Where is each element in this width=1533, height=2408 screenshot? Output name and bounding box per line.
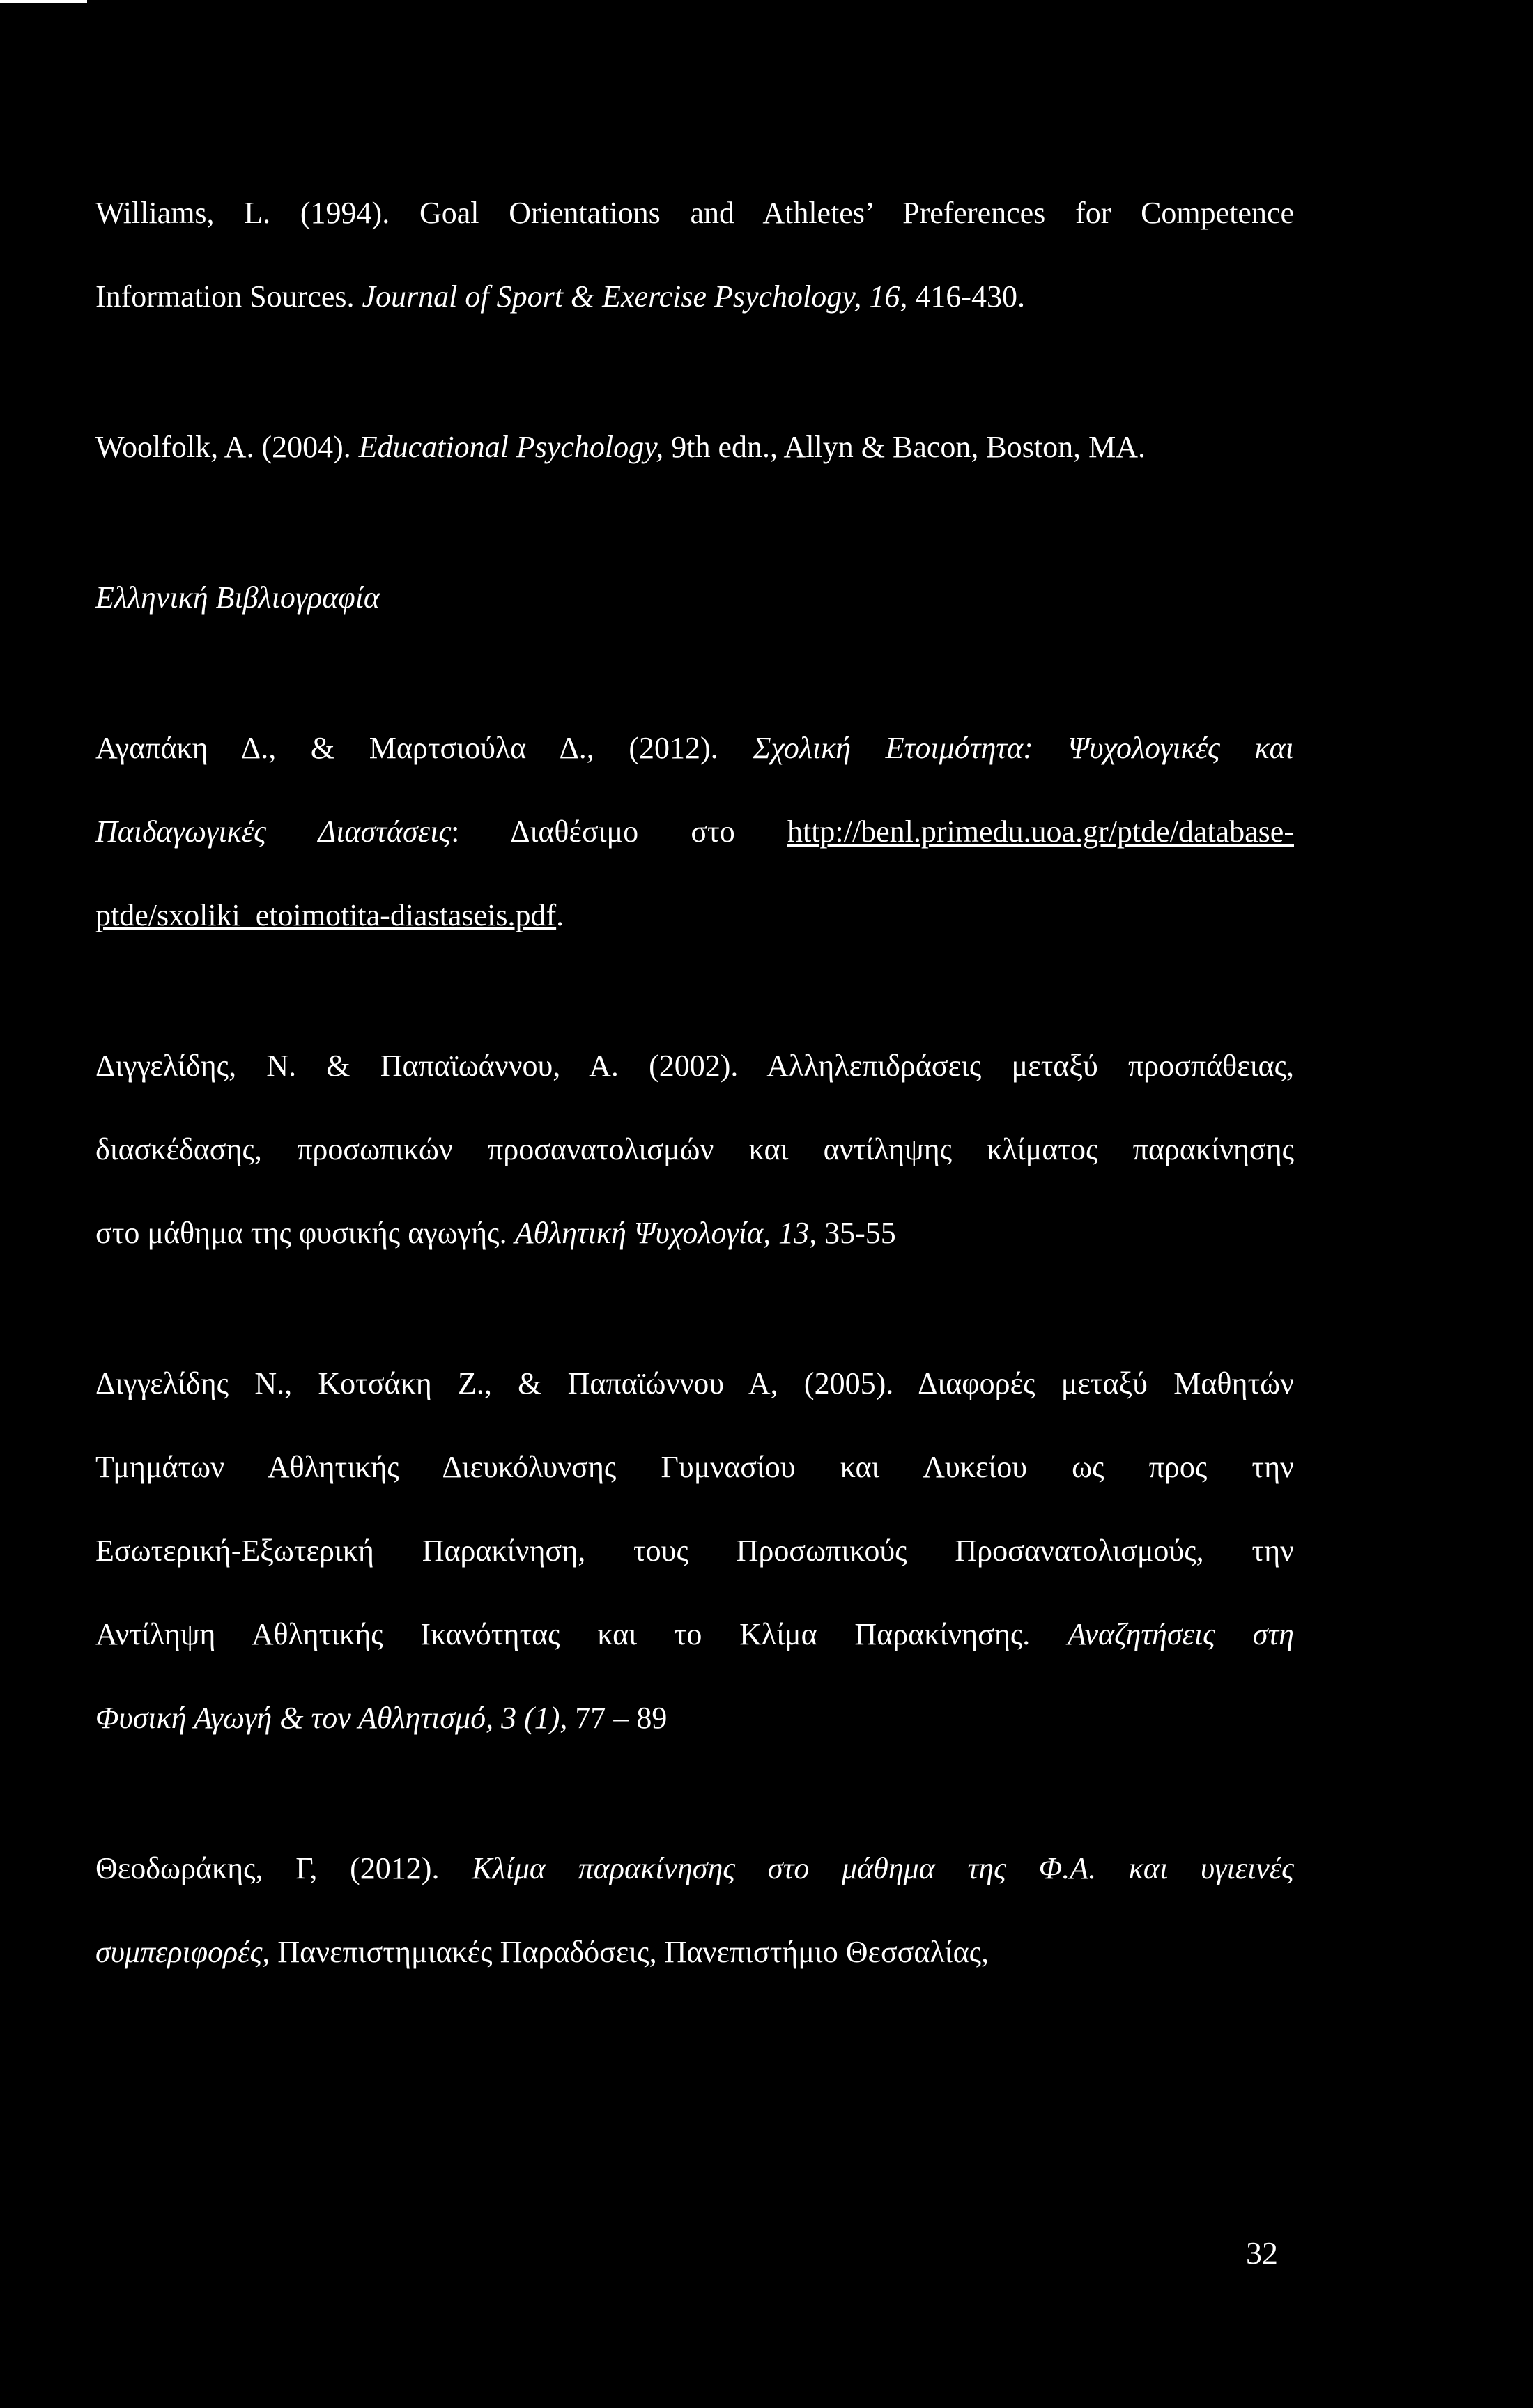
reference-woolfolk: Woolfolk, A. (2004). Educational Psychology, 9th edn., Allyn & Bacon, Boston, MA. — [95, 430, 1146, 464]
reference-theodorakis-line-1: Θεοδωράκης, Γ, (2012). Κλίμα παρακίνησης στο μάθημα της Φ.Α. και υγιεινές — [95, 1851, 1294, 1885]
journal-title: Journal of Sport & Exercise Psychology, 16, — [362, 279, 908, 314]
reference-url-continued[interactable]: ptde/sxoliki_etoimotita-diastaseis.pdf — [95, 898, 557, 932]
reference-diggelidis-2002-line-1: Διγγελίδης, Ν. & Παπαϊωάννου, Α. (2002). Αλληλεπιδράσεις μεταξύ προσπάθειας, — [95, 1049, 1294, 1083]
reference-agapaki-line-3: ptde/sxoliki_etoimotita-diastaseis.pdf. — [95, 898, 564, 932]
journal-title: Αναζητήσεις στη — [1068, 1617, 1294, 1651]
reference-url[interactable]: http://benl.primedu.uoa.gr/ptde/database- — [787, 815, 1294, 849]
work-title: Κλίμα παρακίνησης στο μάθημα της Φ.Α. και υγιεινές — [472, 1851, 1294, 1885]
reference-diggelidis-2002-line-3: στο μάθημα της φυσικής αγωγής. Αθλητική Ψυχολογία, 13, 35-55 — [95, 1216, 896, 1250]
reference-list — [95, 193, 1294, 2016]
reference-theodorakis-line-2: συμπεριφορές, Πανεπιστημιακές Παραδόσεις, Πανεπιστήμιο Θεσσαλίας, — [95, 1935, 989, 1969]
reference-diggelidis-2005-line-5: Φυσική Αγωγή & τον Αθλητισμό, 3 (1), 77 – 89 — [95, 1701, 668, 1735]
work-title: Σχολική Ετοιμότητα: Ψυχολογικές και — [753, 731, 1294, 765]
reference-williams-line-1: Williams, L. (1994). Goal Orientations and Athletes’ Preferences for Competence — [95, 196, 1294, 230]
journal-title: Αθλητική Ψυχολογία, 13, — [514, 1216, 817, 1250]
reference-agapaki-line-1: Αγαπάκη Δ., & Μαρτσιούλα Δ., (2012). Σχολική Ετοιμότητα: Ψυχολογικές και — [95, 731, 1294, 765]
reference-diggelidis-2002-line-2: διασκέδασης, προσωπικών προσανατολισμών και αντίληψης κλίματος παρακίνησης — [95, 1132, 1294, 1166]
reference-diggelidis-2005-line-1: Διγγελίδης Ν., Κοτσάκη Ζ., & Παπαϊώννου Α, (2005). Διαφορές μεταξύ Μαθητών — [95, 1366, 1294, 1400]
page-number: 32 — [1246, 2235, 1278, 2271]
reference-agapaki-line-2: Παιδαγωγικές Διαστάσεις: Διαθέσιμο στο http://benl.primedu.uoa.gr/ptde/database- — [95, 815, 1294, 849]
reference-diggelidis-2005-line-2: Τμημάτων Αθλητικής Διευκόλυνσης Γυμνασίου και Λυκείου ως προς την — [95, 1450, 1294, 1484]
reference-diggelidis-2005-line-4: Αντίληψη Αθλητικής Ικανότητας και το Κλίμα Παρακίνησης. Αναζητήσεις στη — [95, 1617, 1294, 1651]
book-title: Educational Psychology, — [358, 430, 664, 464]
reference-williams-line-2: Information Sources. Journal of Sport & Exercise Psychology, 16, 416-430. — [95, 279, 1026, 314]
section-heading-greek-bibliography: Ελληνική Βιβλιογραφία — [95, 580, 380, 615]
scan-edge-mark — [0, 0, 87, 3]
reference-diggelidis-2005-line-3: Εσωτερική-Εξωτερική Παρακίνηση, τους Προσωπικούς Προσανατολισμούς, την — [95, 1534, 1294, 1568]
